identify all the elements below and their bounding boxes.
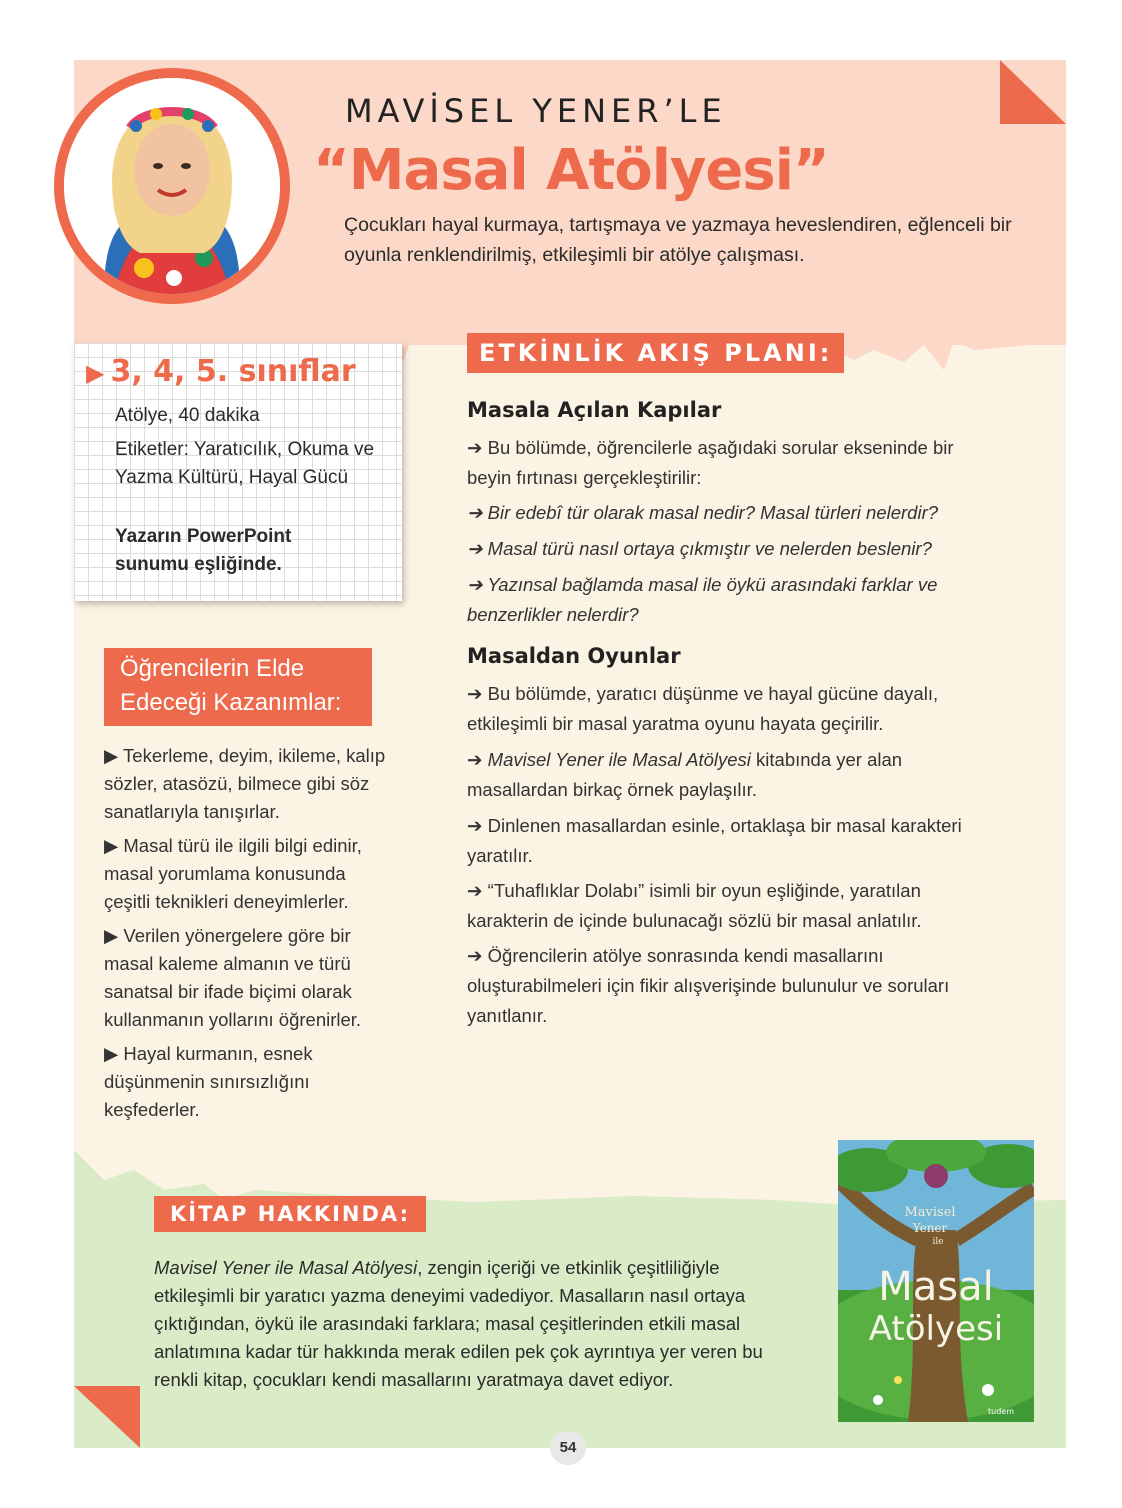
gain-item-2: ▶ Masal türü ile ilgili bilgi edinir, masal yorumlama konusunda çeşitli teknikleri deneyimlerler. (104, 835, 362, 912)
gain-item-3: ▶ Verilen yönergelere göre bir masal kaleme almanın ve türü sanatsal bir ifade biçimi olarak kullanmanın yollarını öğrenirler. (104, 925, 362, 1030)
plan-label: ETKİNLİK AKIŞ PLANI: (467, 333, 844, 373)
arrow-icon: ➔ (467, 437, 488, 458)
cover-title-2: Atölyesi (868, 1309, 1004, 1349)
plan-step-2: ➔ Mavisel Yener ile Masal Atölyesi kitabında yer alan masallardan birkaç örnek paylaşılır. (467, 749, 903, 800)
page-title: “Masal Atölyesi” (313, 138, 829, 203)
triangle-bullet-icon: ▶ (86, 359, 105, 387)
arrow-icon: ➔ (467, 815, 488, 836)
arrow-icon: ➔ (467, 683, 488, 704)
section-heading-2: Masaldan Oyunlar (467, 644, 681, 668)
cover-author-1: Mavisel (904, 1205, 956, 1220)
arrow-icon: ➔ (467, 945, 488, 966)
question-2: ➔ Masal türü nasıl ortaya çıkmıştır ve nelerden beslenir? (467, 538, 932, 559)
plan-step-4: ➔ “Tuhaflıklar Dolabı” isimli bir oyun eşliğinde, yaratılan karakterin de içinde bulunacağı sözlü bir masal anlatılır. (467, 880, 922, 931)
arrow-icon: ➔ (467, 538, 488, 559)
arrow-icon: ➔ (467, 574, 488, 595)
author-portrait (64, 78, 280, 294)
plan-step-1: ➔ Bu bölümde, yaratıcı düşünme ve hayal gücüne dayalı, etkileşimli bir masal yaratma oyunu hayata geçirilir. (467, 683, 939, 734)
book-description: Mavisel Yener ile Masal Atölyesi, zengin içeriği ve etkinlik çeşitliliğiyle etkileşimli bir yaratıcı yazma deneyimi vadediyor. Masalların nasıl ortaya çıktığından, öykü ile arasındaki farklara; masal çeşitlerinden etkili masal anlatımına kadar tür hakkında merak edilen pek çok ayrıntıya yer veren bu renkli kitap, çocukları kendi masallarını yaratmaya davet ediyor. (154, 1257, 763, 1390)
page-number: 54 (550, 1431, 586, 1465)
question-1: ➔ Bir edebî tür olarak masal nedir? Masal türleri nelerdir? (467, 502, 939, 523)
grade-heading (86, 354, 356, 389)
plan-step-3: ➔ Dinlenen masallardan esinle, ortaklaşa bir masal karakteri yaratılır. (467, 815, 962, 866)
grade-text: 3, 4, 5. sınıflar (110, 354, 356, 389)
gains-label: Öğrencilerin Elde Edeceği Kazanımlar: (104, 648, 372, 726)
presentation-note: Yazarın PowerPoint sunumu eşliğinde. (115, 526, 292, 575)
cover-title-1: Masal (878, 1264, 994, 1310)
plan-intro: ➔ Bu bölümde, öğrencilerle aşağıdaki sorular ekseninde bir beyin fırtınası gerçekleştirilir: (467, 437, 954, 488)
cover-author-2: Yener (912, 1221, 948, 1235)
question-3: ➔ Yazınsal bağlamda masal ile öykü arasındaki farklar ve benzerlikler nelerdir? (467, 574, 938, 625)
arrow-icon: ➔ (467, 880, 488, 901)
gain-item-4: ▶ Hayal kurmanın, esnek düşünmenin sınırsızlığını keşfederler. (104, 1043, 313, 1120)
arrow-icon: ➔ (467, 502, 488, 523)
gain-item-1: ▶ Tekerleme, deyim, ikileme, kalıp sözler, atasözü, bilmece gibi söz sanatlarıyla tanışırlar. (104, 745, 386, 822)
triangle-bullet-icon: ▶ (104, 1043, 124, 1064)
book-label: KİTAP HAKKINDA: (154, 1196, 426, 1232)
triangle-bullet-icon: ▶ (104, 925, 124, 946)
header-kicker: MAVİSEL YENER’LE (345, 92, 727, 130)
duration-text: Atölye, 40 dakika (115, 405, 260, 426)
arrow-icon: ➔ (467, 749, 488, 770)
triangle-bullet-icon: ▶ (104, 745, 124, 766)
book-cover-image (838, 1140, 1034, 1422)
plan-step-5: ➔ Öğrencilerin atölye sonrasında kendi masallarını oluşturabilmeleri için fikir alışverişinde bulunulur ve soruları yanıtlanır. (467, 945, 950, 1026)
triangle-bullet-icon: ▶ (104, 835, 124, 856)
page-subtitle: Çocukları hayal kurmaya, tartışmaya ve yazmaya heveslendiren, eğlenceli bir oyunla renklendirilmiş, etkileşimli bir atölye çalışması. (344, 214, 1012, 266)
section-heading-1: Masala Açılan Kapılar (467, 398, 722, 422)
corner-fold-top-right (1000, 60, 1066, 124)
tags-text: Etiketler: Yaratıcılık, Okuma ve Yazma Kültürü, Hayal Gücü (115, 439, 375, 488)
cover-publisher: tudem (988, 1407, 1014, 1416)
corner-fold-bottom-left (74, 1386, 140, 1448)
cover-author-3: ile (932, 1237, 944, 1247)
